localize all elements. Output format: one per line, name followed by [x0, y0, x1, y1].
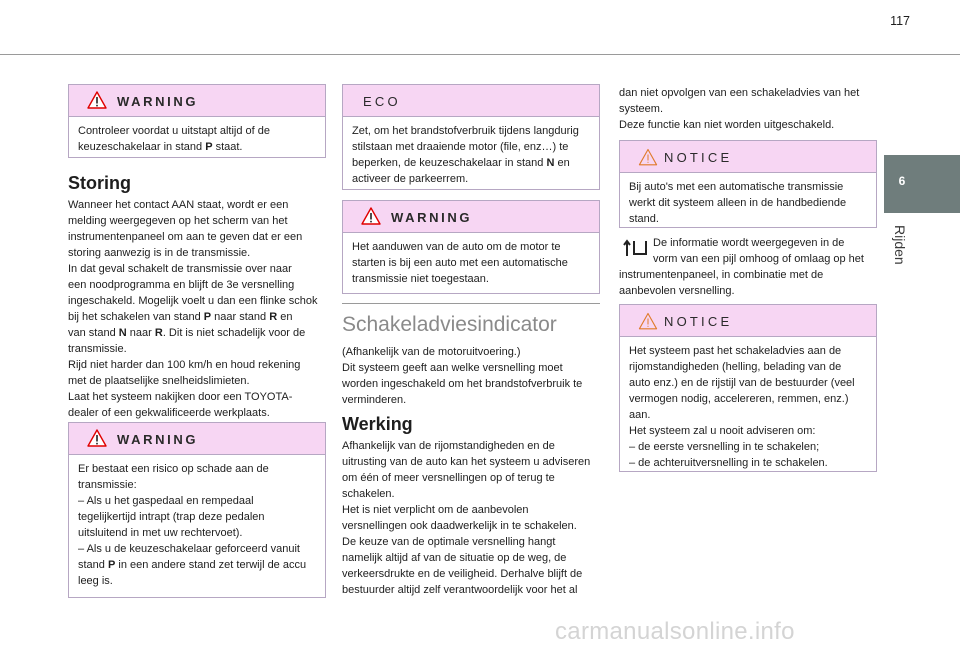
notice-triangle-icon	[638, 148, 658, 166]
section-intro	[342, 344, 604, 408]
text-line: uitrusting van de auto kan het systeem u adviseren	[342, 456, 591, 468]
text-line: storing aanwezig is in de transmissie.	[68, 247, 251, 259]
text-line: leeg is.	[78, 575, 113, 587]
text-line: uitsluitend in met uw rechtervoet).	[78, 527, 243, 539]
text-line: stand P in een andere stand zet terwijl de accu	[78, 559, 307, 571]
section-divider	[342, 303, 600, 304]
text-line: Het is niet verplicht om de aanbevolen	[342, 504, 529, 516]
text-line: versnellingen ook daadwerkelijk in te schakelen.	[342, 520, 577, 532]
text-line: melding weergegeven op het scherm van het	[68, 215, 288, 227]
warning-triangle-icon	[87, 429, 107, 447]
text-line: systeem.	[619, 103, 664, 115]
text-line: Afhankelijk van de rijomstandigheden en de	[342, 440, 555, 452]
text-line: Dit systeem geeft aan welke versnelling moet	[342, 362, 563, 374]
text-line: rijomstandigheden (helling, belading van de	[629, 361, 842, 373]
text-line: keuzeschakelaar in stand P staat.	[78, 141, 243, 153]
continued-text	[619, 85, 881, 133]
warning-box-header	[343, 201, 599, 233]
text-line: ingeschakeld. Mogelijk voelt u dan een flinke schok	[68, 295, 318, 307]
warning-triangle-icon	[87, 91, 107, 109]
storing-heading: Storing	[68, 173, 131, 193]
text-line: De keuze van de optimale versnelling hangt	[342, 536, 556, 548]
text-line: Deze functie kan niet worden uitgeschakeld.	[619, 119, 835, 131]
text-line: Het systeem past het schakeladvies aan de	[629, 345, 842, 357]
warning-box-3	[342, 200, 600, 294]
text-line: (Afhankelijk van de motoruitvoering.)	[342, 346, 521, 358]
eco-title: ECO	[363, 94, 401, 109]
text-line: verkeersdrukte en de veiligheid. Derhalve blijft de	[342, 568, 583, 580]
warning-body	[69, 117, 325, 155]
text-line: – de achteruitversnelling in te schakelen.	[629, 457, 828, 469]
text-line: bij het schakelen van stand P naar stand R en	[68, 311, 293, 323]
storing-text	[68, 197, 330, 421]
text-line: dealer of een gekwalificeerde werkplaats.	[68, 407, 270, 419]
notice-box-header	[620, 305, 876, 337]
werking-text	[342, 438, 604, 598]
text-line: verminderen.	[342, 394, 407, 406]
text-line: worden ingeschakeld om het brandstofverbruik te	[342, 378, 583, 390]
warning-box-header	[69, 85, 325, 117]
text-line: transmissie niet toegestaan.	[352, 273, 489, 285]
warning-title: WARNING	[117, 94, 199, 109]
text-line: bestuurder altijd zelf verantwoordelijk voor het al	[342, 584, 578, 596]
text-line: activeer de parkeerrem.	[352, 173, 469, 185]
chapter-label: Rijden	[892, 225, 908, 265]
text-line: transmissie.	[68, 343, 127, 355]
warning-box-2	[68, 422, 326, 598]
notice-triangle-icon	[638, 312, 658, 330]
warning-box-1	[68, 84, 326, 158]
notice-title: NOTICE	[664, 314, 733, 329]
warning-body	[343, 233, 599, 287]
warning-title: WARNING	[117, 432, 199, 447]
text-line: vorm van een pijl omhoog of omlaag op het	[653, 253, 864, 265]
watermark: carmanualsonline.info	[555, 618, 795, 645]
text-line: Er bestaat een risico op schade aan de	[78, 463, 269, 475]
text-line: stand.	[629, 213, 659, 225]
top-rule	[0, 54, 960, 55]
text-line: werkt dit systeem alleen in de handbediende	[629, 197, 847, 209]
text-line: instrumentenpaneel om aan te geven dat er een	[68, 231, 303, 243]
page-number: 117	[890, 14, 910, 28]
text-line: Rijd niet harder dan 100 km/h en houd rekening	[68, 359, 301, 371]
notice-box-header	[620, 141, 876, 173]
eco-box	[342, 84, 600, 190]
warning-box-header	[69, 423, 325, 455]
text-line: schakelen.	[342, 488, 395, 500]
warning-body	[69, 455, 325, 589]
text-line: dan niet opvolgen van een schakeladvies van het	[619, 87, 860, 99]
text-line: tegelijkertijd intrapt (trap deze pedalen	[78, 511, 265, 523]
text-line: beperken, de keuzeschakelaar in stand N en	[352, 157, 570, 169]
text-line: starten is bij een auto met een automatische	[352, 257, 568, 269]
text-line: Het systeem zal u nooit adviseren om:	[629, 425, 816, 437]
text-line: stilstaan met draaiende motor (file, enz…) te	[352, 141, 569, 153]
text-line: Laat het systeem nakijken door een TOYOTA-	[68, 391, 293, 403]
text-line: transmissie:	[78, 479, 137, 491]
text-line: – Als u de keuzeschakelaar geforceerd vanuit	[78, 543, 300, 555]
text-line: Wanneer het contact AAN staat, wordt er een	[68, 199, 289, 211]
text-line: In dat geval schakelt de transmissie over naar	[68, 263, 292, 275]
werking-heading: Werking	[342, 414, 413, 434]
text-line: aan.	[629, 409, 651, 421]
notice-body	[620, 173, 876, 227]
text-line: vermogen nodig, accelereren, remmen, enz.)	[629, 393, 849, 405]
text-line: Zet, om het brandstofverbruik tijdens langdurig	[352, 125, 579, 137]
text-line: namelijk altijd af van de situatie op de weg, de	[342, 552, 567, 564]
eco-body	[343, 117, 599, 187]
text-line: om één of meer versnellingen op of terug te	[342, 472, 555, 484]
text-line: – de eerste versnelling in te schakelen;	[629, 441, 820, 453]
warning-triangle-icon	[361, 207, 381, 225]
text-line: met de plaatselijke snelheidslimieten.	[68, 375, 250, 387]
notice-box-2	[619, 304, 877, 472]
notice-body	[620, 337, 876, 471]
shift-arrows-icon	[622, 238, 648, 258]
warning-title: WARNING	[391, 210, 473, 225]
text-line: Controleer voordat u uitstapt altijd of de	[78, 125, 271, 137]
eco-box-header	[343, 85, 599, 117]
info-text-indented	[653, 235, 883, 267]
chapter-number: 6	[898, 174, 906, 188]
text-line: auto enz.) en de rijstijl van de bestuurder (veel	[629, 377, 855, 389]
section-heading: Schakeladviesindicator	[342, 313, 557, 336]
text-line: aanbevolen versnelling.	[619, 285, 735, 297]
text-line: De informatie wordt weergegeven in de	[653, 237, 845, 249]
text-line: instrumentenpaneel, in combinatie met de	[619, 269, 824, 281]
text-line: Het aanduwen van de auto om de motor te	[352, 241, 561, 253]
text-line: – Als u het gaspedaal en rempedaal	[78, 495, 254, 507]
text-line: van stand N naar R. Dit is niet schadelijk voor de	[68, 327, 306, 339]
text-line: een noodprogramma en blijft de 3e versnelling	[68, 279, 295, 291]
notice-title: NOTICE	[664, 150, 733, 165]
notice-box-1	[619, 140, 877, 228]
text-line: Bij auto's met een automatische transmissie	[629, 181, 844, 193]
info-text	[619, 267, 881, 299]
